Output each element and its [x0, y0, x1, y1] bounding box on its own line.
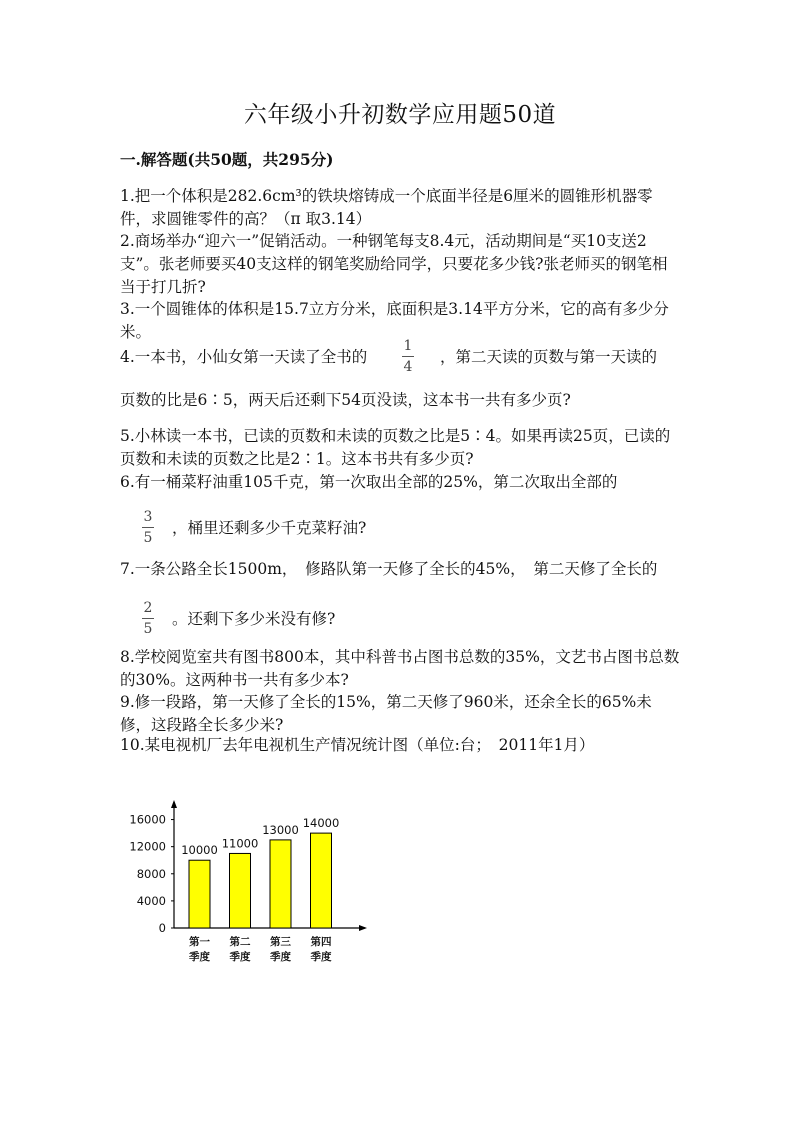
fraction-bar [402, 356, 414, 357]
x-tick-label: 季度 [229, 951, 251, 963]
x-tick-label: 第三 [270, 936, 291, 948]
fraction-numerator: 3 [143, 509, 153, 525]
production-bar-chart [110, 796, 380, 986]
y-tick-label: 4000 [136, 893, 166, 908]
y-tick-label: 16000 [129, 812, 166, 827]
question-7-part2: 。还剩下多少米没有修? [172, 610, 336, 628]
data-label: 11000 [221, 836, 259, 851]
question-7-part1: 7.一条公路全长1500m， 修路队第一天修了全长的45%， 第二天修了全长的 [120, 560, 658, 578]
question-6-part2: ，桶里还剩多少千克菜籽油? [172, 519, 367, 537]
question-4-fraction [402, 338, 414, 375]
question-8: 8.学校阅览室共有图书800本，其中科普书占图书总数的35%，文艺书占图书总数的30%。这两种书一共有多少本? [120, 648, 680, 689]
y-tick-label: 12000 [129, 839, 166, 854]
question-10: 10.某电视机厂去年电视机生产情况统计图（单位:台； 2011年1月） [120, 736, 595, 754]
y-tick-label: 8000 [136, 866, 166, 881]
fraction-denominator: 5 [143, 530, 153, 546]
y-tick-label: 0 [158, 921, 166, 935]
bar [230, 853, 251, 928]
question-6-part1: 6.有一桶菜籽油重105千克，第一次取出全部的25%，第二次取出全部的 [120, 473, 618, 491]
fraction-numerator: 1 [403, 338, 413, 354]
fraction-bar [142, 618, 154, 619]
question-4-part2: ，第二天读的页数与第一天读的 [440, 348, 658, 366]
page-title: 六年级小升初数学应用题50道 [243, 102, 557, 128]
x-tick-label: 季度 [310, 951, 332, 963]
section-heading: 一.解答题(共50题，共295分) [120, 150, 334, 169]
bar [270, 840, 291, 928]
x-tick-label: 第一 [189, 936, 210, 948]
question-7-fraction [142, 600, 154, 637]
fraction-denominator: 4 [403, 359, 413, 375]
question-3: 3.一个圆锥体的体积是15.7立方分米，底面积是3.14平方分米，它的高有多少分米。 [120, 300, 669, 341]
y-axis-arrow [171, 800, 177, 808]
question-4-part3: 页数的比是6∶5，两天后还剩下54页没读，这本书一共有多少页? [120, 391, 571, 409]
fraction-denominator: 5 [143, 621, 153, 637]
x-tick-label: 第二 [229, 936, 251, 948]
question-1: 1.把一个体积是282.6cm³的铁块熔铸成一个底面半径是6厘米的圆锥形机器零件，求圆锥零件的高？（π 取3.14） [120, 187, 653, 228]
question-2: 2.商场举办“迎六一”促销活动。一种钢笔每支8.4元，活动期间是“买10支送2支”。张老师要买40支这样的钢笔奖励给同学，只要花多少钱?张老师买的钢笔相当于打几折? [120, 232, 668, 296]
fraction-bar [142, 527, 154, 528]
bar [189, 860, 210, 928]
data-label: 13000 [262, 822, 299, 837]
x-tick-label: 第四 [310, 936, 332, 948]
data-label: 10000 [181, 843, 218, 858]
x-tick-label: 季度 [189, 951, 210, 963]
bar [311, 833, 332, 928]
question-9: 9.修一段路，第一天修了全长的15%，第二天修了960米，还余全长的65%未修，这段路全长多少米? [120, 693, 652, 734]
question-5: 5.小林读一本书，已读的页数和未读的页数之比是5∶4。如果再读25页，已读的页数和未读的页数之比是2∶1。这本书共有多少页? [120, 427, 671, 468]
fraction-numerator: 2 [143, 600, 153, 616]
x-axis-arrow [359, 925, 367, 931]
x-tick-label: 季度 [270, 951, 291, 963]
question-4-part1: 4.一本书，小仙女第一天读了全书的 [120, 348, 368, 366]
question-6-fraction [142, 509, 154, 546]
data-label: 14000 [302, 816, 340, 831]
